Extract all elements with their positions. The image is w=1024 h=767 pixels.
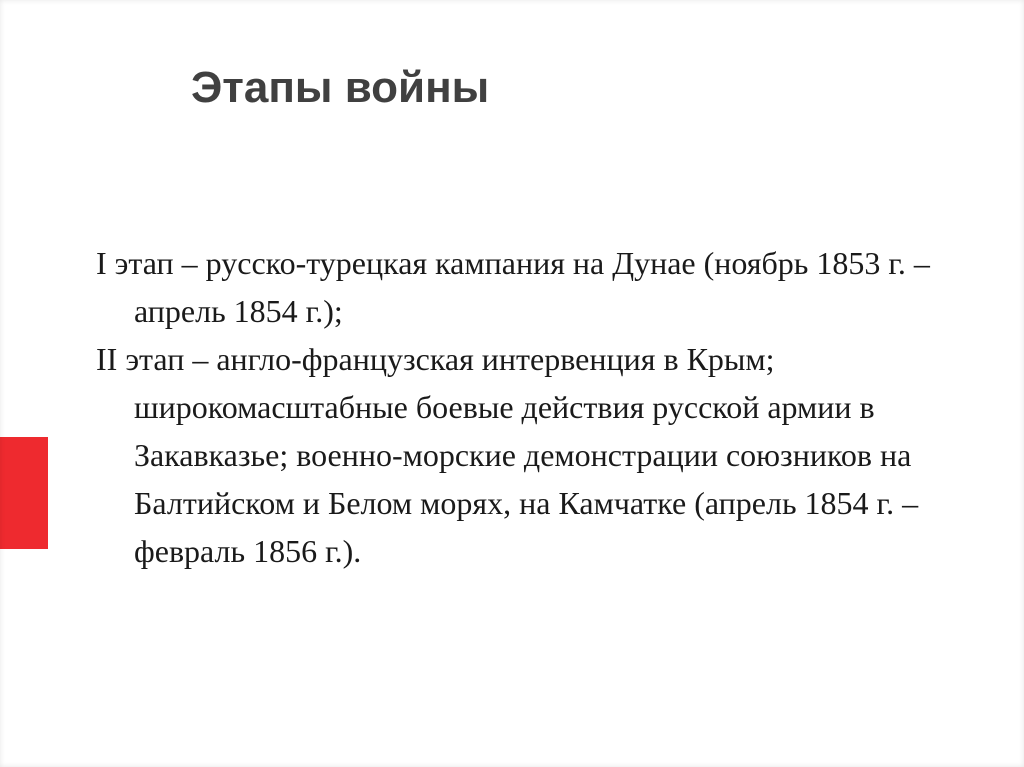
- slide-title: Этапы войны: [191, 63, 490, 112]
- stage-item-2: II этап – англо-французская интервенция в Крым; широкомасштабные боевые действия русской армии в Закавказье; военно-морские демонстрации союзников на Балтийском и Белом морях, на Камчатке (апрель 1854 г. – февраль 1856 г.).: [96, 341, 919, 569]
- stages-list: [96, 239, 976, 575]
- accent-bar: [0, 437, 48, 549]
- stage-item-1: I этап – русско-турецкая кампания на Дунае (ноябрь 1853 г. – апрель 1854 г.);: [96, 245, 930, 329]
